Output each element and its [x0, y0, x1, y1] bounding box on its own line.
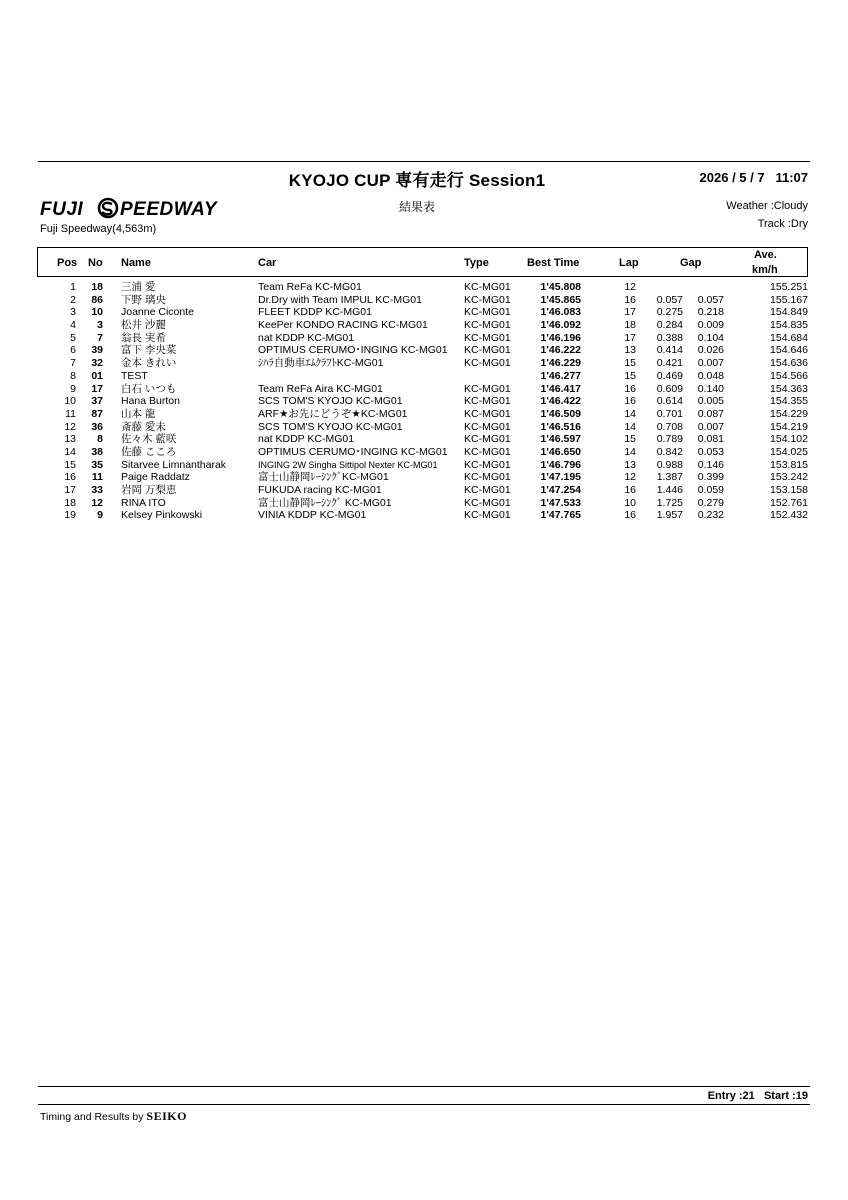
row-best-time: 1'46.083 [540, 306, 581, 319]
start-count: Start :19 [763, 1090, 808, 1102]
row-lap: 16 [624, 484, 636, 496]
row-gap-to-leader: 1.387 [656, 471, 683, 484]
row-gap-to-leader: 0.789 [656, 433, 683, 446]
row-best-time: 1'46.092 [540, 319, 581, 332]
row-car-type: KC-MG01 [464, 293, 511, 306]
row-position: 19 [64, 509, 76, 522]
row-car-type: KC-MG01 [464, 281, 511, 293]
row-driver-name: Paige Raddatz [121, 471, 190, 484]
row-car-type: KC-MG01 [464, 484, 511, 496]
row-position: 12 [64, 420, 76, 433]
row-car-name: KeePer KONDO RACING KC-MG01 [258, 319, 428, 332]
row-lap: 17 [624, 331, 636, 344]
row-gap-to-previous: 0.140 [697, 382, 724, 395]
row-position: 16 [64, 471, 76, 484]
row-position: 7 [70, 357, 76, 370]
table-row [0, 409, 848, 422]
venue-label: Fuji Speedway(4,563m) [40, 223, 157, 235]
row-car-type: KC-MG01 [464, 471, 511, 484]
row-gap-to-previous: 0.005 [697, 395, 724, 408]
date-time [700, 170, 808, 185]
row-best-time: 1'47.765 [540, 509, 581, 522]
weather-label: Weather :Cloudy [726, 200, 808, 212]
row-lap: 14 [624, 420, 636, 433]
row-position: 8 [70, 369, 76, 382]
col-gap: Gap [680, 257, 702, 269]
row-gap-to-previous: 0.009 [697, 319, 724, 332]
row-car-type: KC-MG01 [464, 420, 511, 433]
row-car-name: 富士山静岡ﾚｰｼﾝｸﾞ KC-MG01 [258, 496, 392, 509]
row-car-type: KC-MG01 [464, 496, 511, 509]
col-best-time: Best Time [527, 257, 580, 269]
timing-credit [40, 1109, 187, 1124]
row-gap-to-leader: 1.957 [656, 509, 683, 522]
row-best-time: 1'47.533 [540, 496, 581, 509]
col-name: Name [121, 257, 151, 269]
row-car-name: SCS TOM'S KYOJO KC-MG01 [258, 395, 403, 408]
row-car-type: KC-MG01 [464, 357, 511, 370]
row-driver-name: Joanne Ciconte [121, 306, 194, 319]
table-row [0, 396, 848, 409]
row-average-speed: 153.815 [770, 458, 808, 471]
row-gap-to-leader: 0.609 [656, 382, 683, 395]
row-average-speed: 154.363 [770, 382, 808, 395]
row-car-number: 38 [91, 445, 103, 458]
row-car-name: SCS TOM'S KYOJO KC-MG01 [258, 420, 403, 433]
row-position: 1 [70, 281, 76, 293]
row-car-type: KC-MG01 [464, 458, 511, 471]
row-gap-to-previous: 0.087 [697, 407, 724, 420]
row-average-speed: 154.636 [770, 357, 808, 370]
row-best-time: 1'46.229 [540, 357, 581, 370]
row-gap-to-leader: 0.388 [656, 331, 683, 344]
col-lap: Lap [619, 257, 639, 269]
row-driver-name: 山本 龍 [121, 407, 156, 420]
row-car-name: ｼﾊﾗ自動車ｴﾑｸﾗﾌﾄKC-MG01 [258, 357, 384, 370]
row-best-time: 1'46.516 [540, 420, 581, 433]
row-average-speed: 154.835 [770, 319, 808, 332]
row-car-number: 11 [91, 471, 103, 484]
row-best-time: 1'46.796 [540, 458, 581, 471]
row-average-speed: 154.229 [770, 407, 808, 420]
row-average-speed: 154.566 [770, 369, 808, 382]
row-car-name: INGING 2W Singha Sittipol Nexter KC-MG01 [258, 459, 438, 470]
row-car-number: 18 [91, 281, 103, 293]
row-best-time: 1'45.865 [540, 293, 581, 306]
row-lap: 16 [624, 509, 636, 522]
row-car-name: Dr.Dry with Team IMPUL KC-MG01 [258, 293, 422, 306]
row-average-speed: 152.761 [770, 496, 808, 509]
row-lap: 16 [624, 395, 636, 408]
col-kmh: km/h [752, 264, 778, 276]
bottom-rule [38, 1086, 810, 1087]
row-best-time: 1'45.808 [540, 281, 581, 293]
row-gap-to-previous: 0.104 [697, 331, 724, 344]
row-car-number: 35 [91, 458, 103, 471]
row-average-speed: 153.158 [770, 484, 808, 496]
row-car-number: 37 [91, 395, 103, 408]
row-car-number: 86 [91, 293, 103, 306]
row-gap-to-leader: 0.469 [656, 369, 683, 382]
table-row [0, 282, 848, 295]
row-car-type: KC-MG01 [464, 382, 511, 395]
row-lap: 12 [624, 471, 636, 484]
row-lap: 16 [624, 382, 636, 395]
row-gap-to-leader: 0.057 [656, 293, 683, 306]
row-driver-name: 翁長 実希 [121, 331, 166, 344]
row-car-name: FLEET KDDP KC-MG01 [258, 306, 372, 319]
row-position: 17 [64, 484, 76, 496]
row-lap: 15 [624, 433, 636, 446]
row-car-number: 8 [97, 433, 103, 446]
table-row [0, 371, 848, 384]
row-gap-to-leader: 0.842 [656, 445, 683, 458]
row-best-time: 1'46.417 [540, 382, 581, 395]
row-lap: 15 [624, 369, 636, 382]
row-car-type: KC-MG01 [464, 407, 511, 420]
row-gap-to-previous: 0.007 [697, 420, 724, 433]
row-lap: 14 [624, 445, 636, 458]
row-car-type: KC-MG01 [464, 306, 511, 319]
row-car-name: OPTIMUS CERUMO･INGING KC-MG01 [258, 445, 448, 458]
row-best-time: 1'46.422 [540, 395, 581, 408]
row-driver-name: Sitarvee Limnantharak [121, 458, 227, 471]
row-position: 15 [64, 458, 76, 471]
row-average-speed: 154.684 [770, 331, 808, 344]
entry-count: Entry :21 [707, 1090, 755, 1102]
row-lap: 12 [624, 281, 636, 293]
row-car-number: 36 [91, 420, 103, 433]
row-gap-to-previous: 0.146 [697, 458, 724, 471]
table-row [0, 485, 848, 498]
row-driver-name: 佐々木 藍咲 [121, 433, 177, 446]
row-position: 4 [70, 319, 76, 332]
row-best-time: 1'46.222 [540, 344, 581, 357]
row-car-type: KC-MG01 [464, 331, 511, 344]
row-car-number: 32 [91, 357, 103, 370]
row-gap-to-previous: 0.007 [697, 357, 724, 370]
row-lap: 10 [624, 496, 636, 509]
col-type: Type [464, 257, 489, 269]
svg-text:FUJI: FUJI [40, 199, 84, 219]
row-gap-to-leader: 0.701 [656, 407, 683, 420]
row-best-time: 1'46.509 [540, 407, 581, 420]
row-car-name: Team ReFa KC-MG01 [258, 281, 362, 293]
row-car-number: 12 [91, 496, 103, 509]
row-best-time: 1'47.195 [540, 471, 581, 484]
footer-rule [38, 1104, 810, 1105]
row-gap-to-previous: 0.026 [697, 344, 724, 357]
row-average-speed: 154.646 [770, 344, 808, 357]
row-car-number: 39 [91, 344, 103, 357]
report-subtitle: 結果表 [398, 200, 435, 214]
track-condition-label: Track :Dry [757, 218, 808, 230]
row-position: 9 [70, 382, 76, 395]
row-gap-to-leader: 0.284 [656, 319, 683, 332]
row-driver-name: Hana Burton [121, 395, 180, 408]
row-lap: 15 [624, 357, 636, 370]
row-average-speed: 154.219 [770, 420, 808, 433]
row-average-speed: 154.355 [770, 395, 808, 408]
row-car-number: 17 [91, 382, 103, 395]
table-row [0, 510, 848, 523]
row-gap-to-previous: 0.279 [697, 496, 724, 509]
row-car-number: 10 [91, 306, 103, 319]
row-lap: 16 [624, 293, 636, 306]
row-car-number: 3 [97, 319, 103, 332]
row-position: 14 [64, 445, 76, 458]
page-title: KYOJO CUP 専有走行 Session1 [288, 171, 546, 190]
row-position: 18 [64, 496, 76, 509]
row-car-type: KC-MG01 [464, 433, 511, 446]
row-gap-to-leader: 1.446 [656, 484, 683, 496]
row-car-name: nat KDDP KC-MG01 [258, 331, 355, 344]
row-position: 10 [64, 395, 76, 408]
row-car-name: ARF★お先にどうぞ★KC-MG01 [258, 407, 408, 420]
row-driver-name: RINA ITO [121, 496, 166, 509]
row-lap: 18 [624, 319, 636, 332]
row-average-speed: 152.432 [770, 509, 808, 522]
row-position: 6 [70, 344, 76, 357]
table-row [0, 320, 848, 333]
col-car: Car [258, 257, 277, 269]
row-car-number: 33 [91, 484, 103, 496]
row-best-time: 1'46.650 [540, 445, 581, 458]
row-average-speed: 154.102 [770, 433, 808, 446]
row-position: 13 [64, 433, 76, 446]
row-driver-name: 佐藤 こころ [121, 445, 177, 458]
row-driver-name: TEST [121, 369, 148, 382]
row-lap: 13 [624, 458, 636, 471]
row-average-speed: 155.251 [770, 281, 808, 293]
row-car-type: KC-MG01 [464, 344, 511, 357]
row-driver-name: 富下 李央菜 [121, 344, 177, 357]
row-driver-name: 白石 いつも [121, 382, 177, 395]
row-car-type: KC-MG01 [464, 509, 511, 522]
col-pos: Pos [57, 257, 78, 269]
row-gap-to-previous: 0.081 [697, 433, 724, 446]
row-position: 3 [70, 306, 76, 319]
row-driver-name: 松井 沙麗 [121, 319, 166, 332]
row-position: 2 [70, 293, 76, 306]
row-car-name: Team ReFa Aira KC-MG01 [258, 382, 383, 395]
row-car-number: 01 [91, 369, 103, 382]
row-gap-to-leader: 0.614 [656, 395, 683, 408]
row-gap-to-leader: 1.725 [656, 496, 683, 509]
row-gap-to-previous: 0.053 [697, 445, 724, 458]
row-driver-name: 岩岡 万梨恵 [121, 484, 177, 496]
row-car-name: 富士山静岡ﾚｰｼﾝｸﾞKC-MG01 [258, 471, 389, 484]
row-driver-name: 下野 璃央 [121, 293, 166, 306]
table-row [0, 358, 848, 371]
row-average-speed: 154.849 [770, 306, 808, 319]
row-car-type: KC-MG01 [464, 445, 511, 458]
row-car-number: 7 [97, 331, 103, 344]
row-car-name: FUKUDA racing KC-MG01 [258, 484, 382, 496]
row-driver-name: Kelsey Pinkowski [121, 509, 203, 522]
svg-text:PEEDWAY: PEEDWAY [120, 199, 218, 219]
row-car-type: KC-MG01 [464, 319, 511, 332]
row-car-number: 87 [91, 407, 103, 420]
row-gap-to-previous: 0.057 [697, 293, 724, 306]
row-gap-to-previous: 0.059 [697, 484, 724, 496]
row-best-time: 1'46.196 [540, 331, 581, 344]
row-lap: 17 [624, 306, 636, 319]
row-gap-to-leader: 0.275 [656, 306, 683, 319]
row-gap-to-previous: 0.399 [697, 471, 724, 484]
row-car-type: KC-MG01 [464, 395, 511, 408]
col-no: No [88, 257, 103, 269]
row-best-time: 1'46.277 [540, 369, 581, 382]
row-gap-to-previous: 0.048 [697, 369, 724, 382]
row-gap-to-leader: 0.988 [656, 458, 683, 471]
col-ave: Ave. [754, 249, 777, 261]
row-gap-to-previous: 0.218 [697, 306, 724, 319]
row-lap: 13 [624, 344, 636, 357]
row-car-name: VINIA KDDP KC-MG01 [258, 509, 367, 522]
row-driver-name: 三浦 愛 [121, 281, 156, 293]
table-row [0, 447, 848, 460]
row-lap: 14 [624, 407, 636, 420]
row-gap-to-leader: 0.421 [656, 357, 683, 370]
row-position: 11 [65, 407, 76, 420]
row-car-number: 9 [97, 509, 103, 522]
row-gap-to-leader: 0.708 [656, 420, 683, 433]
row-average-speed: 155.167 [770, 293, 808, 306]
row-car-name: nat KDDP KC-MG01 [258, 433, 355, 446]
row-average-speed: 153.242 [770, 471, 808, 484]
seiko-logo: SEIKO [146, 1109, 187, 1123]
row-average-speed: 154.025 [770, 445, 808, 458]
report-date: 2026 / 5 / 7 [699, 170, 765, 185]
row-driver-name: 金本 きれい [121, 357, 177, 370]
row-best-time: 1'46.597 [540, 433, 581, 446]
row-car-name: OPTIMUS CERUMO･INGING KC-MG01 [258, 344, 448, 357]
row-position: 5 [70, 331, 76, 344]
report-time: 11:07 [775, 170, 808, 185]
row-driver-name: 斎藤 愛未 [121, 420, 166, 433]
top-rule [38, 161, 810, 162]
entry-start-counts [708, 1090, 808, 1102]
row-gap-to-leader: 0.414 [656, 344, 683, 357]
results-table [0, 282, 848, 523]
row-best-time: 1'47.254 [540, 484, 581, 496]
row-gap-to-previous: 0.232 [697, 509, 724, 522]
credit-text: Timing and Results by [40, 1111, 144, 1123]
